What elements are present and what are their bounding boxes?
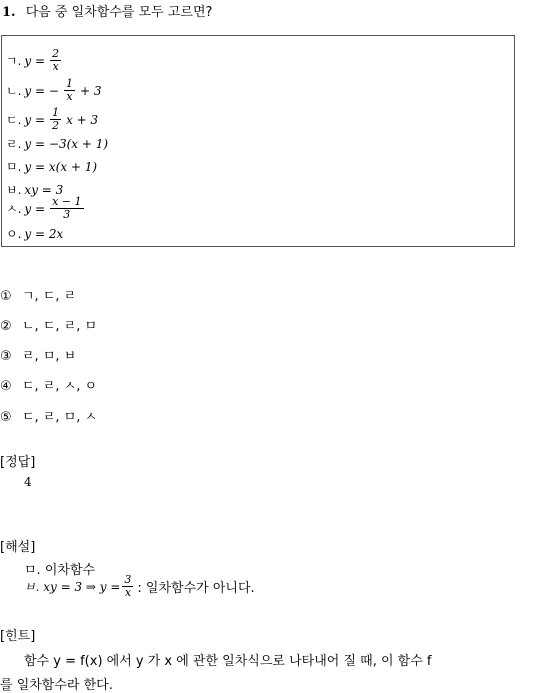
answer-label: [정답] [0,455,36,470]
options-box [1,35,515,247]
option-mark: ㄱ. [6,54,22,68]
choice-number: ④ [0,379,12,394]
fraction-denominator: 2 [52,119,60,132]
option-mark: ㄴ. [6,84,22,98]
question-number: 1. [2,5,16,20]
option-expr: y = 2x [24,226,64,241]
explanation-label: [해설] [0,540,36,555]
fraction-numerator: 1 [52,106,60,119]
option-mark: ㅂ. [6,183,22,197]
explanation-expr-pre: ㅂ. xy = 3 ⇒ y = [24,580,121,594]
choice-1[interactable] [0,285,76,304]
option-item [6,225,63,242]
option-expr: y = −3(x + 1) [24,136,109,151]
fraction-denominator: x [124,586,132,599]
option-fraction [50,48,61,73]
choice-text: ㄹ, ㅁ, ㅂ [22,349,77,364]
explanation-line2 [24,574,255,599]
choice-text: ㄷ, ㄹ, ㅅ, ㅇ [22,379,98,394]
fraction-denominator: x [66,90,73,103]
option-mark: ㅅ. [6,202,22,216]
answer-value: 4 [24,475,32,489]
option-item [6,135,108,152]
choice-2[interactable] [0,315,97,334]
explanation-fraction [122,574,133,599]
option-expr-post: + 3 [79,83,102,98]
choice-number: ⑤ [0,410,12,425]
choice-number: ① [0,289,12,304]
hint-label: [힌트] [0,629,36,644]
fraction-numerator: 2 [52,47,60,60]
option-mark: ㅇ. [6,227,22,241]
choice-text: ㄷ, ㄹ, ㅁ, ㅅ [22,410,98,425]
option-expr-pre: y = [24,53,46,68]
fraction-numerator: x − 1 [52,195,82,208]
choice-3[interactable] [0,345,76,364]
option-expr-pre: y = [24,201,46,216]
explanation-expr-post: : 일차함수가 아니다. [137,581,255,596]
option-fraction [50,107,61,132]
hint-line2: 를 일차함수라 한다. [0,678,113,693]
choice-text: ㄱ, ㄷ, ㄹ [22,289,77,304]
option-expr: y = x(x + 1) [24,159,98,174]
option-expr-pre: y = [24,112,46,127]
hint-line1: 함수 y = f(x) 에서 y 가 x 에 관한 일차식으로 나타내어 질 때, 이 함수 f [24,654,432,669]
fraction-denominator: x [52,60,59,73]
option-expr-post: x + 3 [66,112,99,127]
choice-5[interactable] [0,406,97,425]
explanation-line1: ㅁ. 이차함수 [24,563,96,578]
option-mark: ㅁ. [6,160,22,174]
option-item [6,196,86,221]
choice-text: ㄴ, ㄷ, ㄹ, ㅁ [22,319,98,334]
option-item [6,48,63,73]
fraction-denominator: 3 [63,208,71,221]
option-item [6,158,97,175]
choice-4[interactable] [0,375,97,394]
option-fraction [50,196,83,221]
option-mark: ㄷ. [6,113,22,127]
option-expr-pre: y = − [24,83,59,98]
choice-number: ③ [0,349,12,364]
option-item [6,78,101,103]
choice-number: ② [0,319,12,334]
question-text: 다음 중 일차함수를 모두 고르면? [25,5,213,20]
option-item [6,107,98,132]
option-expr: xy = 3 [24,182,64,197]
fraction-numerator: 1 [65,77,73,90]
fraction-numerator: 3 [124,573,132,586]
option-fraction [64,78,75,103]
question-header [2,1,212,20]
option-mark: ㄹ. [6,137,22,151]
